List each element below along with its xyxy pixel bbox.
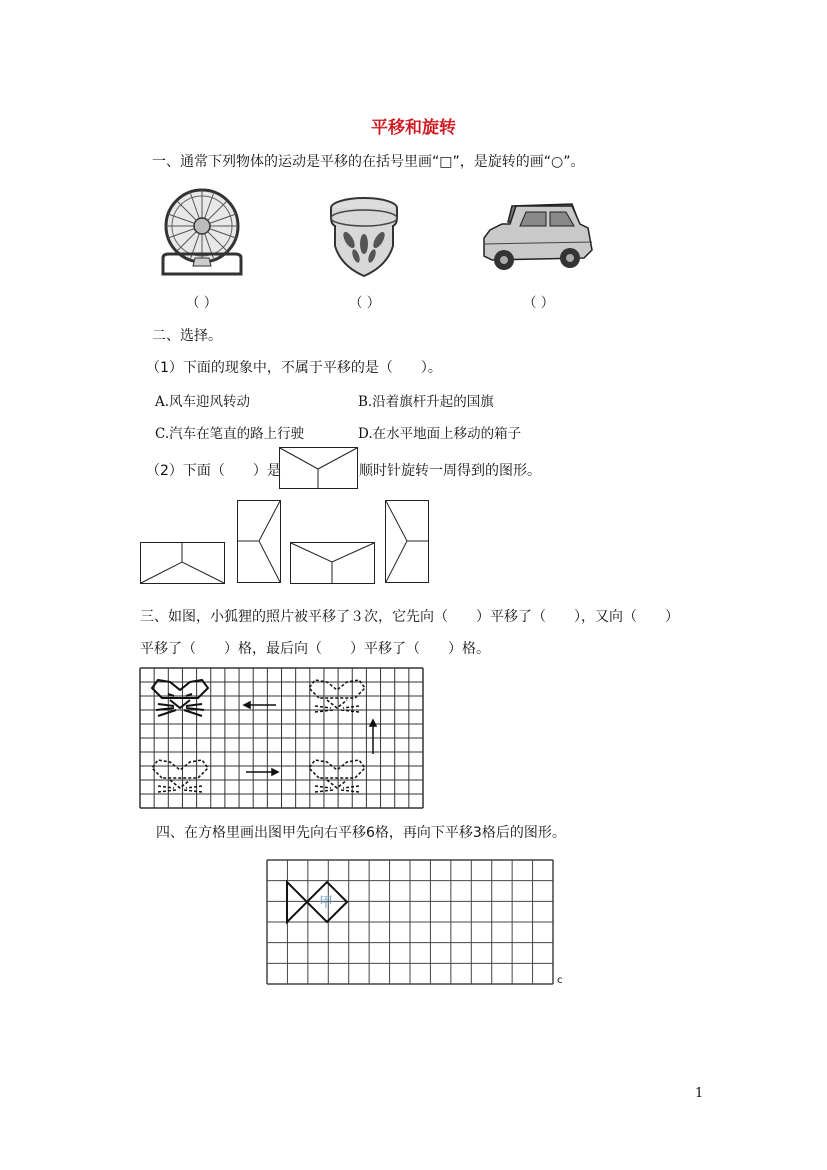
shape-jia [287,882,347,922]
page-number: 1 [695,1086,704,1101]
option-figure-4 [385,500,429,583]
q2-sub1-stem: （1）下面的现象中，不属于平移的是（ ）。 [146,360,442,376]
option-figure-1 [140,542,225,584]
fox-copy-bottom-right [309,760,365,792]
q3-line1: 三、如图，小狐狸的照片被平移了３次，它先向（ ）平移了（ ），又向（ ） [140,609,679,625]
q2-option-b: B.沿着旗杆升起的国旗 [358,394,494,410]
q1-answer-1: （ ） [186,295,218,311]
q1-answer-3: （ ） [523,295,555,311]
q4-text: 四、在方格里画出图甲先向右平移6格，再向下平移3格后的图形。 [156,825,566,841]
q1-text: 一、通常下列物体的运动是平移的在括号里画“□”，是旋转的画“○”。 [152,154,585,170]
q2-option-a: A.风车迎风转动 [155,394,251,410]
page-title: 平移和旋转 [371,118,456,138]
drawing-grid [267,860,553,984]
q2-heading: 二、选择。 [152,328,222,344]
option-figure-2 [237,500,281,583]
fox-original [152,680,208,716]
envelope-reference-figure [279,447,358,489]
q2-sub2-stem-before: （2）下面（ ）是 [146,463,281,479]
fox-copy-bottom-left [152,760,208,792]
corner-mark: c [557,975,563,986]
fox-translation-grid [140,668,423,808]
q3-line2: 平移了（ ）格，最后向（ ）平移了（ ）格。 [140,641,490,657]
shape-jia-label: 甲 [319,895,333,911]
q2-sub2-stem-after: 顺时针旋转一周得到的图形。 [359,463,541,479]
q2-option-d: D.在水平地面上移动的箱子 [358,426,522,442]
option-figure-3 [290,542,375,584]
q1-answer-2: （ ） [349,295,381,311]
electric-fan-icon [155,188,250,278]
car-icon [480,200,595,275]
q2-option-c: C.汽车在笔直的路上行驶 [155,426,305,442]
spinning-top-icon [327,196,402,278]
